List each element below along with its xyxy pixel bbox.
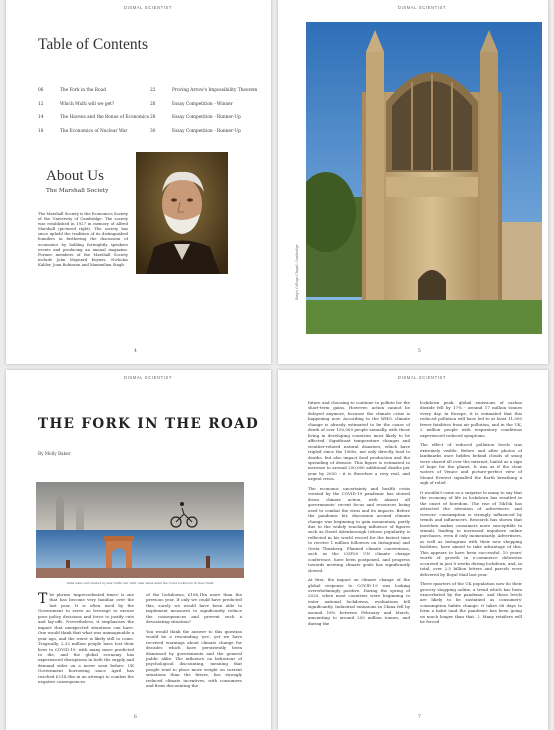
page-number: 7 xyxy=(418,715,421,720)
toc-title: Table of Contents xyxy=(38,36,148,53)
article-column-2 xyxy=(146,592,242,693)
page-photo xyxy=(278,0,548,364)
page-number: 6 xyxy=(134,715,137,720)
paragraph: Three quarters of the UK population now do their grocery shopping online, a trend which has been exacerbated by the pandemic, and these levels are likely to be sustained as consumers' consumption habits change: it takes 66 days to form a habit (and the pandemic has been going on much longer than that...). Many retailers will be forced xyxy=(420,581,522,625)
portrait-image xyxy=(136,152,228,274)
toc-entry-title: Which Multi will we get? xyxy=(60,101,115,107)
article-column-1 xyxy=(38,592,134,689)
about-title: About Us xyxy=(46,168,104,184)
toc-page-number: 14 xyxy=(38,115,44,120)
toc-entry[interactable] xyxy=(150,111,257,125)
toc-entry[interactable] xyxy=(38,111,149,125)
toc-entry-title: Proving Arrow's Impossibility Theorem xyxy=(172,88,258,93)
toc-page-number: 30 xyxy=(150,128,156,134)
toc-entry[interactable] xyxy=(150,84,257,98)
toc-entry-title: The Fork in the Road xyxy=(60,88,106,93)
toc-page-number: 06 xyxy=(38,88,44,93)
toc-entry[interactable] xyxy=(38,125,149,139)
chapel-photo-image xyxy=(306,22,542,334)
india-gate-banner-image xyxy=(36,482,244,578)
paragraph: of the lockdowns, £188.1bn more than the previous year. If only we could have predicted this, surely we would have been able to implement measures to significantly reduce the consequences and prevent such a devastating situation? xyxy=(146,592,242,625)
toc-entry[interactable] xyxy=(38,84,149,98)
paragraph: lockdown peak, global emissions of carbon dioxide fell by 17% - around 17 million tonnes every day. In Europe, it is estimated that this reduced pollution will have led to at least 11,000 fewer fatalities from air pollution, and in the UK, 2 million people with respiratory conditions experienced reduced symptoms. xyxy=(420,400,522,438)
toc-right-column xyxy=(150,84,257,138)
toc-page-number: 18 xyxy=(38,128,44,134)
paragraph: It wouldn't come as a surprise to many to say that the economy of life in lockdown has resulted in the onset of boredom. The rise of TikTok has attracted the attention of advertisers, and viewers' consumption is strongly influenced by trends and influencers. Research has shown that boredom makes consumers more susceptible to stimuli, leading to increased impulsive online purchases, even if only momentarily. Advertisers, as well as Instagram with their new shopping facilities, have aimed to take advantage of this. This appears to have been successful: 10 years' worth of growth in e-commerce deliveries occurred in just 8 weeks during lockdown, and, in total, over 2.5 billion letters and parcels were delivered by Royal Mail last year. xyxy=(420,489,522,577)
paragraph xyxy=(38,592,134,685)
running-header: DISMAL SCIENTIST xyxy=(398,5,447,10)
toc-entry[interactable] xyxy=(150,125,257,139)
paragraph: The effect of reduced pollution levels was extremely visible. Before and after photos of landmarks once hidden behind clouds of smog were shared all over the internet, hailed as a sign of hope for the planet. It was as if the clear waters of Venice and picture-perfect view of Mount Everest signalled the Earth breathing a sigh of relief. xyxy=(420,442,522,486)
about-body: The Marshall Society is the Economics Society of the University of Cambridge. The society was established in 1927 in memory of Alfred Marshall (pictured right). The society has since upheld the tradition of its distinguished founders in furthering the discussion of economics by holding fortnightly speakers events and producing an annual magazine. Former members of the Marshall Society include John Maynard Keynes, Nicholas Kaldor, Joan Robinson and Maximilian Singh. xyxy=(38,211,128,267)
article-byline: By Molly Baker xyxy=(38,451,71,456)
toc-page-number: 12 xyxy=(38,101,44,107)
toc-page-number: 28 xyxy=(150,115,156,120)
paragraph: The economic uncertainty and health crisis created by the COVID-19 pandemic has slowed down climate action, with almost all governments' recent focus and resources being used to combat the virus and its impacts. Before the pandemic hit, discussion around climate change was beginning to gain momentum, partly due to the widely reaching influence of figures such as David Attenborough (whose popularity is reflected in his world record for the fastest time to receive 1 million followers on Instagram) and Greta Thunberg. Planned climate conventions, such as the COP26 UN climate change conference, have been postponed, and progress towards meeting climate goals has significantly slowed. xyxy=(308,485,410,573)
article-column-3 xyxy=(308,400,410,630)
toc-entry-title: Essay Competition - Runner-Up xyxy=(172,128,241,134)
toc-entry[interactable] xyxy=(150,98,257,112)
article-column-4 xyxy=(420,400,522,629)
page-article-continued xyxy=(278,370,548,730)
running-header: DISMAL SCIENTIST xyxy=(124,5,173,10)
toc-page-number: 22 xyxy=(150,88,156,93)
article-title: THE FORK IN THE ROAD xyxy=(38,416,260,432)
running-header: DISMAL SCIENTIST xyxy=(124,375,173,380)
running-header: DISMAL SCIENTIST xyxy=(398,375,447,380)
about-subtitle: The Marshall Society xyxy=(46,188,109,194)
toc-left-column xyxy=(38,84,149,138)
banner-caption: India Gate surrounded by less traffic but with clear skies amid the Covid lockdown in New Delhi xyxy=(66,581,214,585)
toc-page-number: 26 xyxy=(150,101,156,107)
toc-entry-title: Essay Competition - Winner xyxy=(172,101,233,107)
toc-entry-title: Essay Competition - Runner-Up xyxy=(172,115,241,120)
page-number: 4 xyxy=(134,349,137,354)
paragraph: future and choosing to continue to pollute for the short-term gains. However, action cannot be delayed anymore, because the climate crisis is happening now. According to the WHO, climate change is already estimated to be the cause of death of over 150,000 people annually, with those living in developing countries most likely to be affected. Significant temperature changes and weather-related natural disasters, which have tripled since the 1960s, not only directly lead to deaths, but also impact food production and the spreading of disease. This figure is estimated to increase to around 250,000 additional deaths per year by 2030 - it is therefore a very real, and urgent crisis. xyxy=(308,400,410,482)
paragraph: You would think the answer to this question would be a resounding 'yes', yet we have received warnings about climate change for decades which have persistently been dismissed by governments and the general public alike. The influence on behaviour of psychological discounting, meaning that people tend to place more weight on current situations than the future, has strongly reduced climate incentives, with consumers and firms discounting the xyxy=(146,628,242,689)
drop-cap: T xyxy=(38,591,48,607)
toc-entry-title: The Havens and the Bonus of Economics xyxy=(60,115,149,120)
toc-entry[interactable] xyxy=(38,98,149,112)
page-table-of-contents xyxy=(6,0,271,364)
photo-credit: King's College Chapel, Cambridge xyxy=(295,244,299,300)
paragraph-text: he phrase 'unprecedented times' is one that has become very familiar over the last year. It is often used by the Government to serve as leverage to excuse poor policy decisions and force to justify cuts and lay-offs. Nevertheless, it emphasises the impact that unexpected situations can have. One would think that what was unimaginable a year ago, and the worst is likely still to come. Tragically, 2.32 million people have lost their lives to COVID-19, with many more predicted to die, and the global economy has experienced disruptions in both the supply and demand sides on a never seen before. UK Government borrowing since April has reached £214.9bn in an attempt to combat the negative consequences xyxy=(38,592,134,685)
page-article-start xyxy=(6,370,271,730)
paragraph: At first, the impact on climate change of the global response to COVID-19 was looking overwhelmingly positive. During the spring of 2020, when most countries were beginning to enter national lockdowns, evaluations fell significantly. Industrial emissions in China fell by around 18% between February and March, amounting to around 250 million tonnes, and during the xyxy=(308,577,410,626)
toc-entry-title: The Economics of Nuclear War xyxy=(60,128,128,134)
page-number: 5 xyxy=(418,349,421,354)
